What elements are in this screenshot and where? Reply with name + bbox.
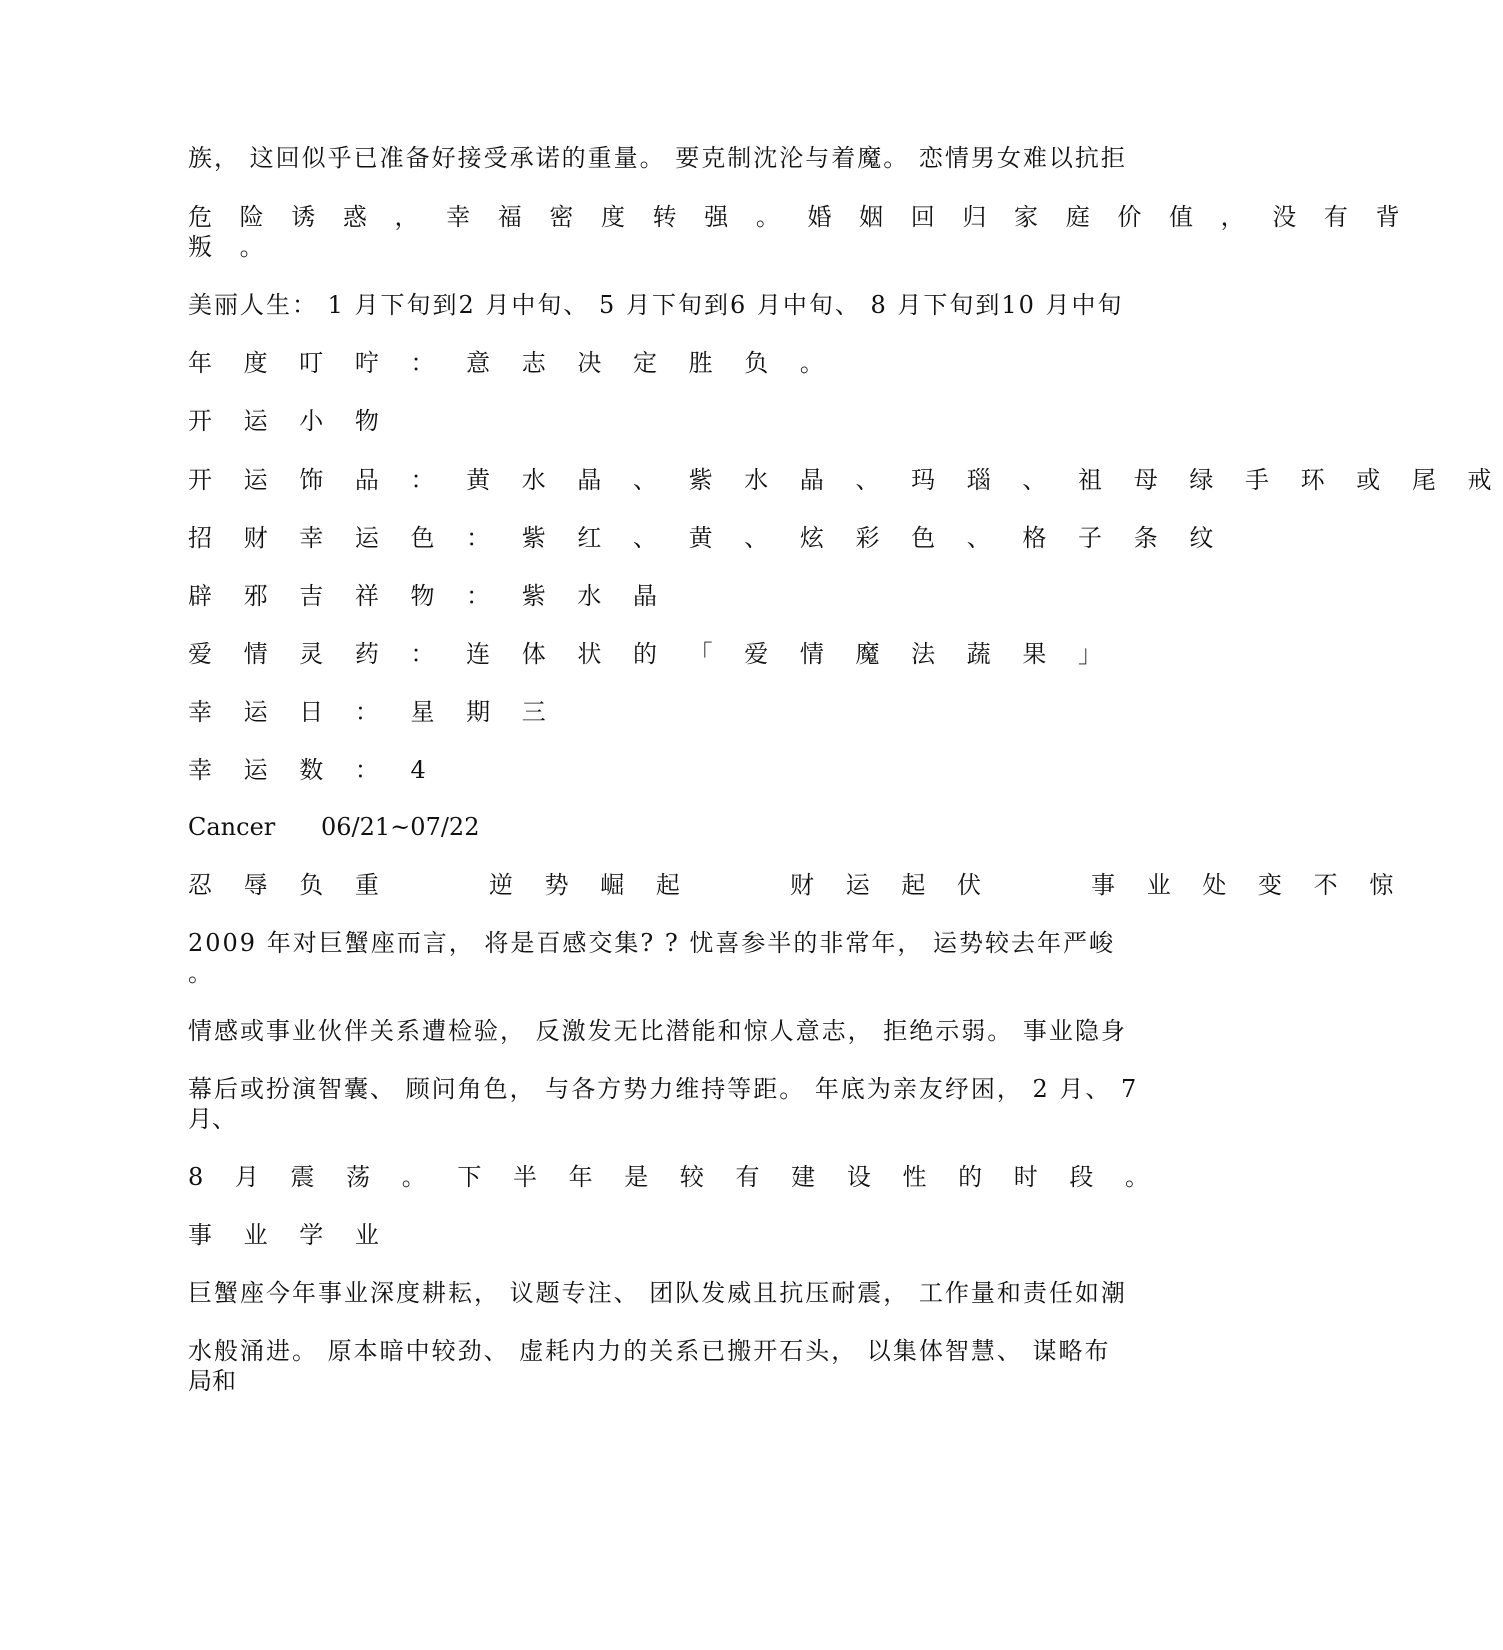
text-line: 招 财 幸 运 色 ： 紫 红 、 黄 、 炫 彩 色 、 格 子 条 纹	[188, 524, 1226, 552]
text-line: 。	[188, 959, 212, 987]
text-line: 情感或事业伙伴关系遭检验， 反激发无比潜能和惊人意志， 拒绝示弱。 事业隐身	[188, 1017, 1127, 1045]
text-line: 巨蟹座今年事业深度耕耘， 议题专注、 团队发威且抗压耐震， 工作量和责任如潮	[188, 1279, 1127, 1307]
text-line: 开 运 饰 品 ： 黄 水 晶 、 紫 水 晶 、 玛 瑙 、 祖 母 绿 手 环 或 尾 戒	[188, 466, 1503, 494]
text-line: 局和	[188, 1367, 236, 1395]
section-heading: 事 业 学 业	[188, 1221, 391, 1249]
text-line: 爱 情 灵 药 ： 连 体 状 的 「 爱 情 魔 法 蔬 果 」	[188, 640, 1115, 668]
text-line: 忍 辱 负 重 逆 势 崛 起 财 运 起 伏 事 业 处 变 不 惊	[188, 871, 1406, 899]
text-line: 族， 这回似乎已准备好接受承诺的重量。 要克制沈沦与着魔。 恋情男女难以抗拒	[188, 144, 1127, 172]
text-line: 2009 年对巨蟹座而言， 将是百感交集? ? 忧喜参半的非常年， 运势较去年严峻	[188, 929, 1115, 957]
text-line: 叛 。	[188, 233, 274, 261]
section-heading: 开 运 小 物	[188, 407, 391, 435]
text-line: 8 月 震 荡 。 下 半 年 是 较 有 建 设 性 的 时 段 。	[188, 1163, 1161, 1191]
text-line: 水般涌进。 原本暗中较劲、 虚耗内力的关系已搬开石头， 以集体智慧、 谋略布	[188, 1337, 1111, 1365]
text-line: 幕后或扮演智囊、 顾问角色， 与各方势力维持等距。 年底为亲友纾困， 2 月、 7	[188, 1075, 1139, 1103]
text-line: 辟 邪 吉 祥 物 ： 紫 水 晶	[188, 582, 670, 610]
text-line: 危 险 诱 惑 ， 幸 福 密 度 转 强 。 婚 姻 回 归 家 庭 价 值 ， 没 有 背	[188, 203, 1410, 231]
text-line: 年 度 叮 咛 ： 意 志 决 定 胜 负 。	[188, 349, 836, 377]
text-line: 幸 运 日 ： 星 期 三	[188, 698, 558, 726]
text-line: 美丽人生： 1 月下旬到2 月中旬、 5 月下旬到6 月中旬、 8 月下旬到10 月中旬	[188, 291, 1124, 319]
text-line: 幸 运 数 ： 4	[188, 756, 438, 784]
text-line: 月、	[188, 1105, 236, 1133]
section-heading: Cancer 06/21~07/22	[188, 813, 480, 841]
